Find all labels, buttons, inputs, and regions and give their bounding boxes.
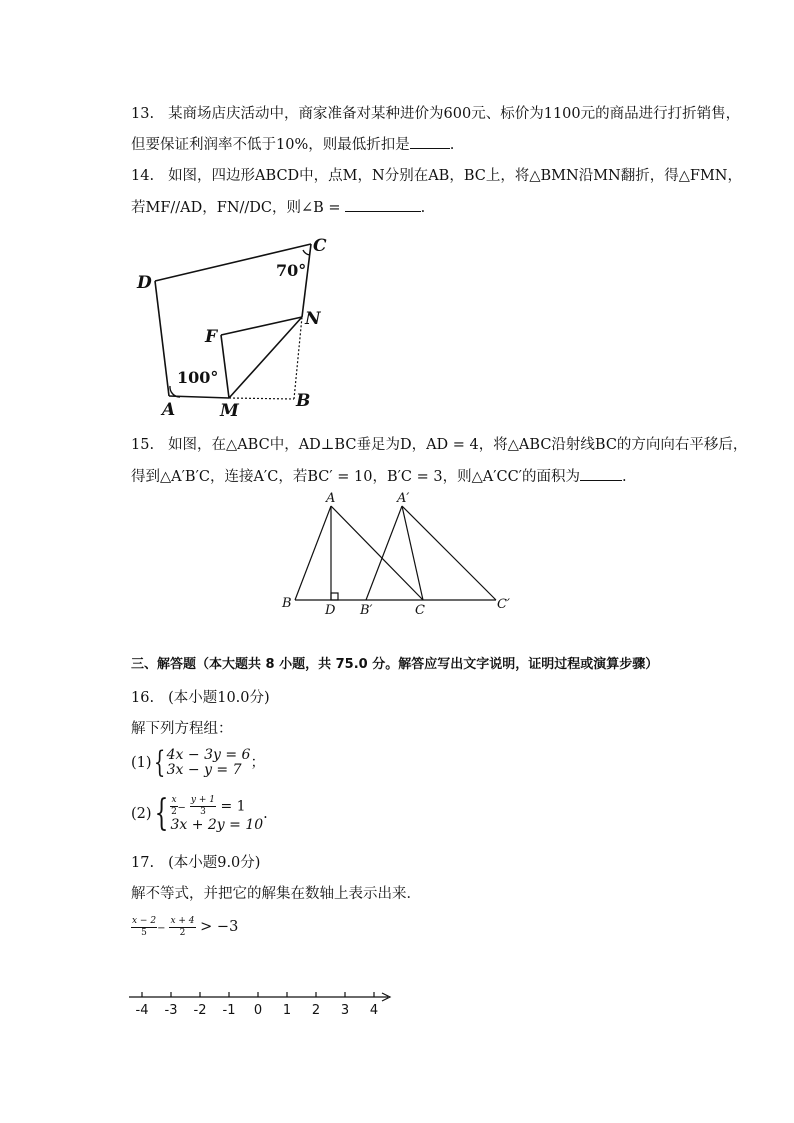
number-line-tick-label: -3 — [164, 1003, 178, 1018]
q14-label-B: B — [296, 391, 311, 411]
q16-p1-eq1: 4x − 3y = 6 — [166, 747, 251, 763]
number-line-tick-label: -1 — [222, 1003, 236, 1018]
q14-label-M: M — [220, 401, 239, 421]
q14-angle-C-value: 70° — [276, 261, 307, 280]
q16-score: (本小题10.0分) — [168, 690, 270, 706]
q14-angle-A-value: 100° — [177, 368, 219, 387]
q15-label-D: D — [325, 603, 336, 618]
q15-label-C: C — [415, 603, 425, 618]
q16-p2-minus: − — [177, 802, 186, 814]
q15-text-end: . — [621, 469, 627, 485]
q16-p2-frac1-top: x — [171, 795, 177, 805]
q16-p2-end: . — [263, 806, 268, 822]
q16-p2-frac1-bot: 2 — [171, 807, 177, 817]
q15-label-C-prime: C′ — [497, 597, 510, 612]
q16-p1-brace: { — [153, 745, 165, 780]
q15-number: 15. — [131, 437, 155, 453]
q14-label-D: D — [137, 273, 152, 293]
number-line-tick-label: 1 — [282, 1003, 292, 1018]
q16-p1-label: (1) — [131, 755, 152, 771]
q16-p2-eq2: 3x + 2y = 10 — [170, 817, 264, 833]
number-line-tick-label: 3 — [340, 1003, 350, 1018]
q15-text-2: 得到△A′B′C，连接A′C，若BC′ = 10，B′C = 3，则△A′CC′的面积为 — [131, 469, 580, 485]
q13-text-end: . — [449, 137, 455, 153]
q17-frac2-bot: 2 — [179, 927, 186, 938]
q16-number: 16. — [131, 690, 155, 706]
q15-label-A-prime: A′ — [397, 491, 410, 506]
q13-text-1: 某商场店庆活动中，商家准备对某种进价为600元、标价为1100元的商品进行打折销售， — [168, 106, 741, 122]
q14-label-C: C — [313, 236, 327, 256]
q17-rhs: > −3 — [200, 919, 239, 935]
q17-frac1-bot: 5 — [141, 927, 147, 938]
q16-p2-brace: { — [154, 793, 168, 834]
q13-number: 13. — [131, 106, 155, 122]
number-line-tick-label: 0 — [253, 1003, 263, 1018]
q17-prompt: 解不等式，并把它的解集在数轴上表示出来． — [131, 886, 421, 902]
q16-p2-frac2-bot: 3 — [200, 807, 206, 817]
q16-p1-end: ； — [250, 755, 265, 771]
q17-number: 17. — [131, 855, 155, 871]
q16-p2-label: (2) — [131, 806, 152, 822]
q17-frac1-top: x − 2 — [132, 915, 157, 926]
q15-label-B: B — [282, 596, 292, 611]
number-line-tick-label: -4 — [135, 1003, 149, 1018]
q17-score: (本小题9.0分) — [168, 855, 261, 871]
q14-text-end: . — [420, 200, 426, 216]
q14-number: 14. — [131, 168, 155, 184]
q14-text-1: 如图，四边形ABCD中，点M，N分别在AB，BC上，将△BMN沿MN翻折，得△FMN， — [168, 168, 742, 184]
q15-text-1: 如图，在△ABC中，AD⊥BC垂足为D，AD = 4，将△ABC沿射线BC的方向向右平移后， — [168, 437, 748, 453]
number-line-tick-label: -2 — [193, 1003, 207, 1018]
number-line-tick-label: 2 — [311, 1003, 321, 1018]
q17-minus: − — [157, 923, 166, 934]
q15-label-B-prime: B′ — [360, 603, 373, 618]
q14-text-2: 若MF//AD，FN//DC，则∠B = — [131, 200, 341, 216]
q17-frac2-top: x + 4 — [170, 915, 195, 926]
q13-text-2: 但要保证利润率不低于10%，则最低折扣是 — [131, 137, 410, 153]
number-line-tick-label: 4 — [369, 1003, 379, 1018]
q14-label-F: F — [205, 327, 218, 347]
q14-label-A: A — [162, 400, 176, 420]
q14-label-N: N — [305, 309, 321, 329]
section3-title: 三、解答题（本大题共 8 小题，共 75.0 分。解答应写出文字说明，证明过程或演算步骤） — [131, 657, 659, 672]
q16-p1-eq2: 3x − y = 7 — [166, 762, 242, 778]
q16-p2-eq1-rhs: = 1 — [220, 798, 246, 815]
q15-label-A: A — [326, 491, 336, 506]
q16-p2-frac2-top: y + 1 — [190, 795, 215, 805]
q16-prompt: 解下列方程组： — [131, 721, 233, 737]
